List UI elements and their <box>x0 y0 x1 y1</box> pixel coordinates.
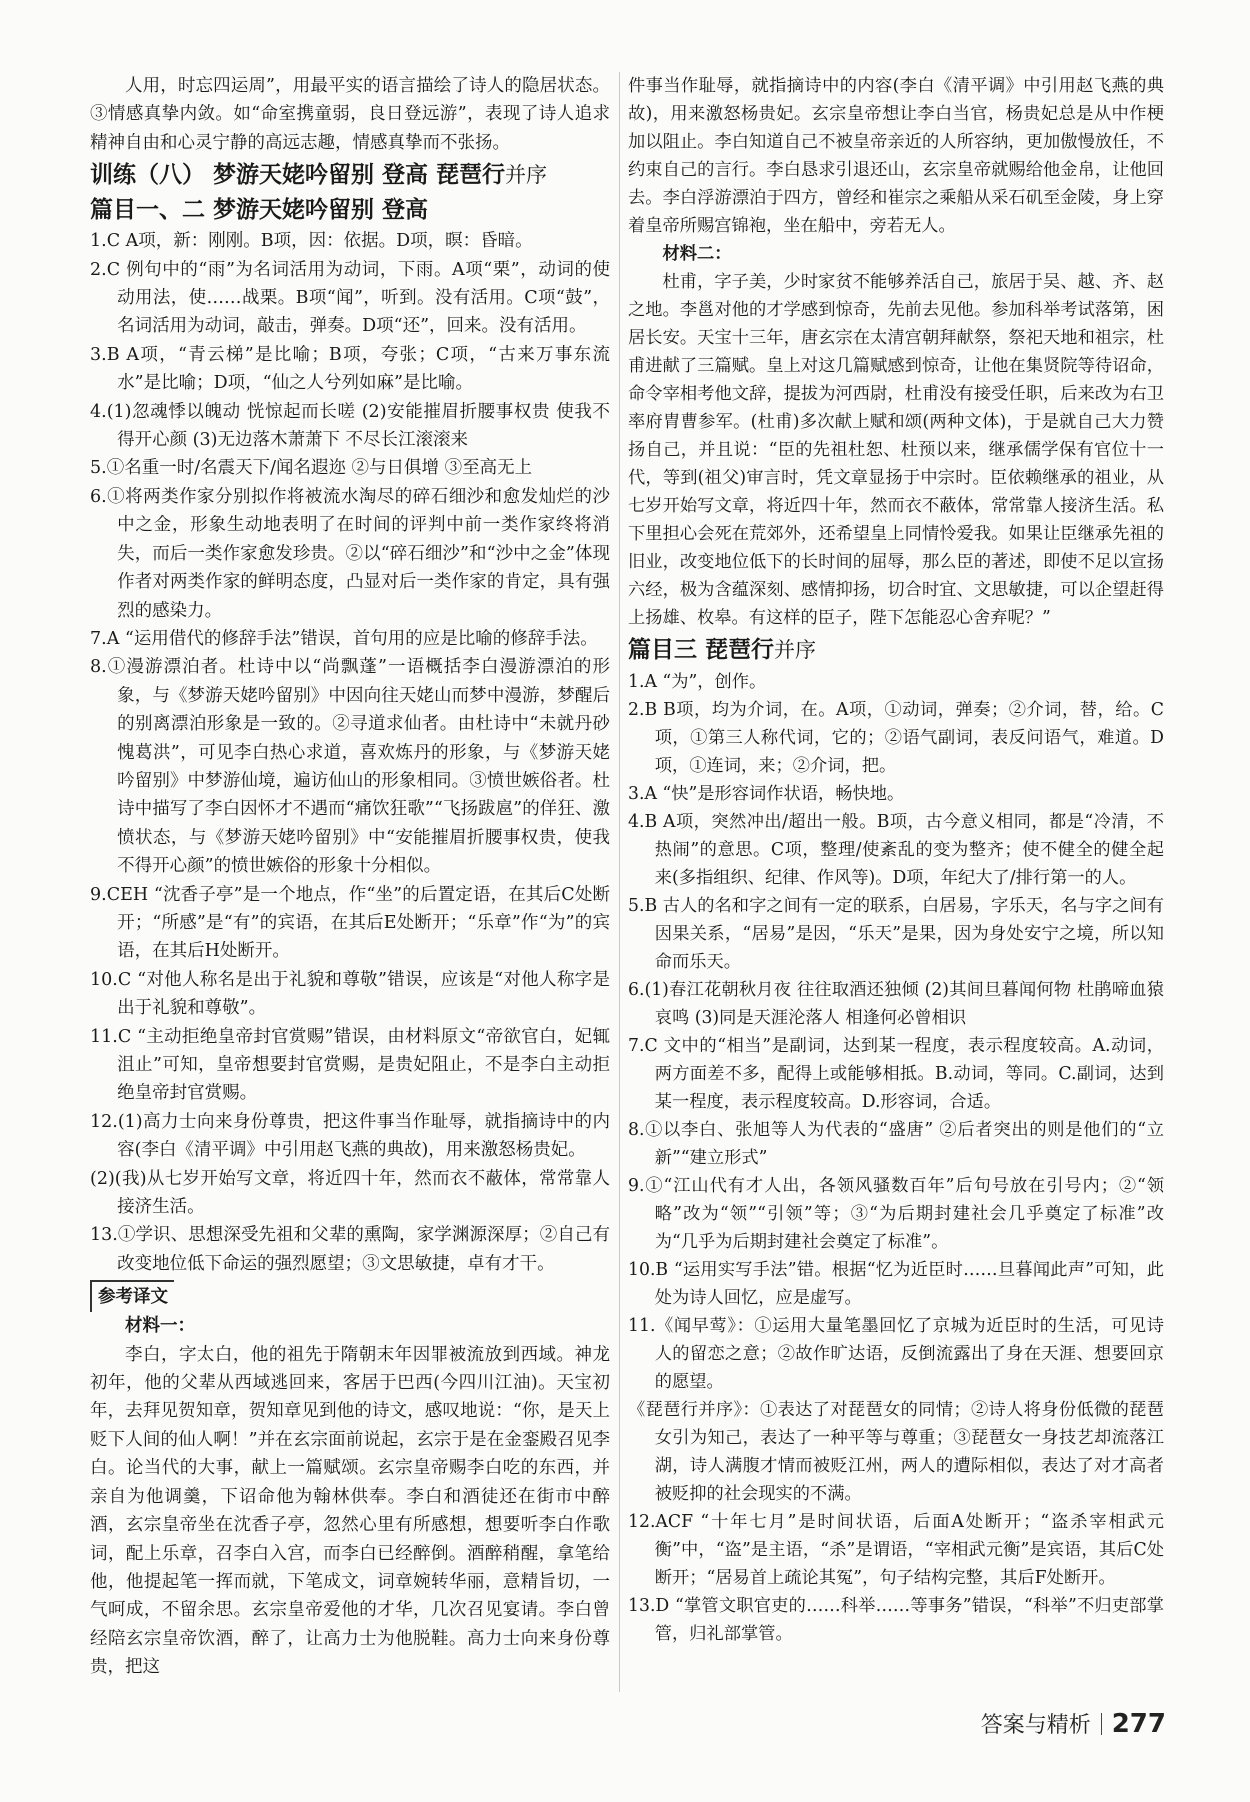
answer-list-right <box>628 668 1164 1648</box>
material-one-continued: 件事当作耻辱，就指摘诗中的内容(李白《清平调》中引用赵飞燕的典故)，用来激怒杨贵妃。玄宗皇帝想让李白当官，杨贵妃总是从中作梗加以阻止。李白知道自己不被皇帝亲近的人所容纳，更加傲慢放任，不约束自己的言行。李白恳求引退还山，玄宗皇帝就赐给他金帛，让他回去。李白浮游漂泊于四方，曾经和崔宗之乘船从采石矶至金陵，身上穿着皇帝所赐宫锦袍，坐在船中，旁若无人。 <box>628 76 1164 236</box>
answer-item: 12.(1)高力士向来身份尊贵，把这件事当作耻辱，就指摘诗中的内容(李白《清平调》中引用赵飞燕的典故)，用来激怒杨贵妃。 <box>90 1111 610 1161</box>
answer-item: 5.B 古人的名和字之间有一定的联系，白居易，字乐天，名与字之间有因果关系，“居易”是因，“乐天”是果，因为身处安宁之境，所以知命而乐天。 <box>628 896 1164 972</box>
answer-item: 1.C A项，新：刚刚。B项，因：依据。D项，暝：昏暗。 <box>90 231 533 252</box>
answer-item: 6.(1)春江花朝秋月夜 往往取酒还独倾 (2)其间旦暮闻何物 杜鹃啼血猿哀鸣 (3)同是天涯沦落人 相逢何必曾相识 <box>628 980 1164 1028</box>
right-column <box>628 72 1164 1648</box>
answer-item: 1.A “为”，创作。 <box>628 672 767 692</box>
reference-translation-label: 参考译文 <box>90 1280 174 1312</box>
answer-item: 《琵琶行并序》：①表达了对琵琶女的同情；②诗人将身份低微的琵琶女引为知己，表达了一种平等与尊重；③琵琶女一身技艺却流落江湖，诗人满腹才情而被贬江州，两人的遭际相似，表达了对才高者被贬抑的社会现实的不满。 <box>628 1400 1164 1504</box>
answer-item: 6.①将两类作家分别拟作将被流水淘尽的碎石细沙和愈发灿烂的沙中之金，形象生动地表明了在时间的评判中前一类作家终将消失，而后一类作家愈发珍贵。②以“碎石细沙”和“沙中之金”体现作者对两类作家的鲜明态度，凸显对后一类作家的肯定，具有强烈的感染力。 <box>90 486 610 621</box>
page-footer <box>981 1704 1166 1746</box>
answer-item: 7.A “运用借代的修辞手法”错误，首句用的应是比喻的修辞手法。 <box>90 628 598 649</box>
answer-item: (2)(我)从七岁开始写文章，将近四十年，然而衣不蔽体，常常靠人接济生活。 <box>90 1168 610 1218</box>
left-column <box>90 72 610 1682</box>
answer-item: 7.C 文中的“相当”是副词，达到某一程度，表示程度较高。A.动词，两方面差不多，配得上或能够相抵。B.动词，等同。C.副词，达到某一程度，表示程度较高。D.形容词，合适。 <box>628 1036 1164 1112</box>
answer-item: 8.①以李白、张旭等人为代表的“盛唐” ②后者突出的则是他们的“立新”“建立形式” <box>628 1120 1164 1168</box>
footer-label: 答案与精析 <box>980 1713 1091 1738</box>
answer-item: 2.C 例句中的“雨”为名词活用为动词，下雨。A项“栗”，动词的使动用法，使……战栗。B项“闻”，听到。没有活用。C项“鼓”，名词活用为动词，敲击，弹奏。D项“还”，回来。没有活用。 <box>90 259 610 337</box>
subsection-title: 篇目一、二 梦游天姥吟留别 登高 <box>90 197 429 224</box>
answer-item: 5.①名重一时/名震天下/闻名遐迩 ②与日俱增 ③至高无上 <box>90 458 533 479</box>
section-three-title-suffix: 并序 <box>774 638 817 662</box>
answer-item: 9.CEH “沈香子亭”是一个地点，作“坐”的后置定语，在其后C处断开；“所感”是“有”的宾语，在其后E处断开；“乐章”作“为”的宾语，在其后H处断开。 <box>90 884 610 962</box>
answer-item: 10.C “对他人称名是出于礼貌和尊敬”错误，应该是“对他人称字是出于礼貌和尊敬”。 <box>90 969 610 1019</box>
intro-paragraph: 人用，时忘四运周”，用最平实的语言描绘了诗人的隐居状态。③情感真挚内敛。如“命室携童弱，良日登远游”，表现了诗人追求精神自由和心灵宁静的高远志趣，情感真挚而不张扬。 <box>90 76 610 153</box>
section-title <box>90 157 610 193</box>
answer-item: 3.B A项，“青云梯”是比喻；B项，夸张；C项，“古来万事东流水”是比喻；D项，“仙之人兮列如麻”是比喻。 <box>90 344 610 394</box>
answer-item: 10.B “运用实写手法”错。根据“忆为近臣时……旦暮闻此声”可知，此处为诗人回忆，应是虚写。 <box>628 1260 1164 1308</box>
answer-item: 9.①“江山代有才人出，各领风骚数百年”后句号放在引号内；②“领略”改为“领”“引领”等；③“为后期封建社会几乎奠定了标准”改为“几乎为后期封建社会奠定了标准”。 <box>628 1176 1164 1252</box>
answer-item: 4.B A项，突然冲出/超出一般。B项，古今意义相同，都是“冷清，不热闹”的意思。C项，整理/使紊乱的变为整齐；使不健全的健全起来(多指组织、纪律、作风等)。D项，年纪大了/排行第一的人。 <box>628 812 1164 888</box>
answer-item: 11.《闻早莺》：①运用大量笔墨回忆了京城为近臣时的生活，可见诗人的留恋之意；②故作旷达语，反倒流露出了身在天涯、想要回京的愿望。 <box>628 1316 1164 1392</box>
material-one-text: 李白，字太白，他的祖先于隋朝末年因罪被流放到西域。神龙初年，他的父辈从西域逃回来，客居于巴西(今四川江油)。天宝初年，去拜见贺知章，贺知章见到他的诗文，感叹地说：“你，是天上贬下人间的仙人啊！”并在玄宗面前说起，玄宗于是在金銮殿召见李白。论当代的大事，献上一篇赋颂。玄宗皇帝赐李白吃的东西，并亲自为他调羹，下诏命他为翰林供奉。李白和酒徒还在街市中醉酒，玄宗皇帝坐在沈香子亭，忽然心里有所感想，想要听李白作歌词，配上乐章，召李白入宫，而李白已经醉倒。酒醉稍醒，拿笔给他，他提起笔一挥而就，下笔成文，词章婉转华丽，意精旨切，一气呵成，不留余思。玄宗皇帝爱他的才华，几次召见宴请。李白曾经陪玄宗皇帝饮酒，醉了，让高力士为他脱鞋。高力士向来身份尊贵，把这 <box>90 1344 610 1678</box>
answer-item: 13.①学识、思想深受先祖和父辈的熏陶，家学渊源深厚；②自己有改变地位低下命运的强烈愿望；③文思敏捷，卓有才干。 <box>90 1225 610 1274</box>
footer-separator <box>1101 1713 1102 1735</box>
column-divider <box>619 72 620 1692</box>
answer-item: 13.D “掌管文职官吏的……科举……等事务”错误，“科举”不归吏部掌管，归礼部掌管。 <box>628 1596 1164 1644</box>
material-two-text: 杜甫，字子美，少时家贫不能够养活自己，旅居于吴、越、齐、赵之地。李邕对他的才学感到惊奇，先前去见他。参加科举考试落第，困居长安。天宝十三年，唐玄宗在太清宫朝拜献祭，祭祀天地和祖宗，杜甫进献了三篇赋。皇上对这几篇赋感到惊奇，让他在集贤院等待诏命，命令宰相考他文辞，提拔为河西尉，杜甫没有接受任职，后来改为右卫率府胄曹参军。(杜甫)多次献上赋和颂(两种文体)，于是就自己大力赞扬自己，并且说：“臣的先祖杜恕、杜预以来，继承儒学保有官位十一代，等到(祖父)审言时，凭文章显扬于中宗时。臣依赖继承的祖业，从七岁开始写文章，将近四十年，然而衣不蔽体，常常靠人接济生活。私下里担心会死在荒郊外，还希望皇上同情怜爱我。如果让臣继承先祖的旧业，改变地位低下的长时间的屈辱，那么臣的著述，即使不足以宣扬六经，极为含蕴深刻、感情抑扬，切合时宜、文思敏捷，可以企望赶得上扬雄、枚皋。有这样的臣子，陛下怎能忍心舍弃呢？” <box>628 272 1164 628</box>
answer-item: 12.ACF “十年七月”是时间状语，后面A处断开；“盗杀宰相武元衡”中，“盗”是主语，“杀”是谓语，“宰相武元衡”是宾语，其后C处断开；“居易首上疏论其冤”，句子结构完整，其后F处断开。 <box>628 1512 1164 1588</box>
answer-item: 2.B B项，均为介词，在。A项，①动词，弹奏；②介词，替，给。C项，①第三人称代词，它的；②语气副词，表反问语气，难道。D项，①连词，来；②介词，把。 <box>628 700 1164 776</box>
page-number: 277 <box>1111 1709 1166 1739</box>
section-title-suffix: 并序 <box>505 163 548 188</box>
material-one-label: 材料一： <box>125 1316 195 1337</box>
section-three-title <box>628 632 1164 668</box>
answer-item: 4.(1)忽魂悸以魄动 恍惊起而长嗟 (2)安能摧眉折腰事权贵 使我不得开心颜 (3)无边落木萧萧下 不尽长江滚滚来 <box>90 401 610 451</box>
answer-item: 3.A “快”是形容词作状语，畅快地。 <box>628 784 905 804</box>
section-title-main: 训练（八） 梦游天姥吟留别 登高 琵琶行 <box>90 162 506 189</box>
answer-list-left <box>90 227 610 1278</box>
section-three-title-main: 篇目三 琵琶行 <box>628 637 775 663</box>
material-two-label: 材料二： <box>662 244 732 264</box>
answer-item: 11.C “主动拒绝皇帝封官赏赐”错误，由材料原文“帝欲官白，妃辄沮止”可知，皇帝想要封官赏赐，是贵妃阻止，不是李白主动拒绝皇帝封官赏赐。 <box>90 1026 610 1104</box>
answer-item: 8.①漫游漂泊者。杜诗中以“尚飘蓬”一语概括李白漫游漂泊的形象，与《梦游天姥吟留别》中因向往天姥山而梦中漫游，梦醒后的别离漂泊形象是一致的。②寻道求仙者。由杜诗中“未就丹砂愧葛洪”，可见李白热心求道，喜欢炼丹的形象，与《梦游天姥吟留别》中梦游仙境，遍访仙山的形象相同。③愤世嫉俗者。杜诗中描写了李白因怀才不遇而“痛饮狂歌”“飞扬跋扈”的佯狂、激愤状态，与《梦游天姥吟留别》中“安能摧眉折腰事权贵，使我不得开心颜”的愤世嫉俗的形象十分相似。 <box>90 657 610 877</box>
